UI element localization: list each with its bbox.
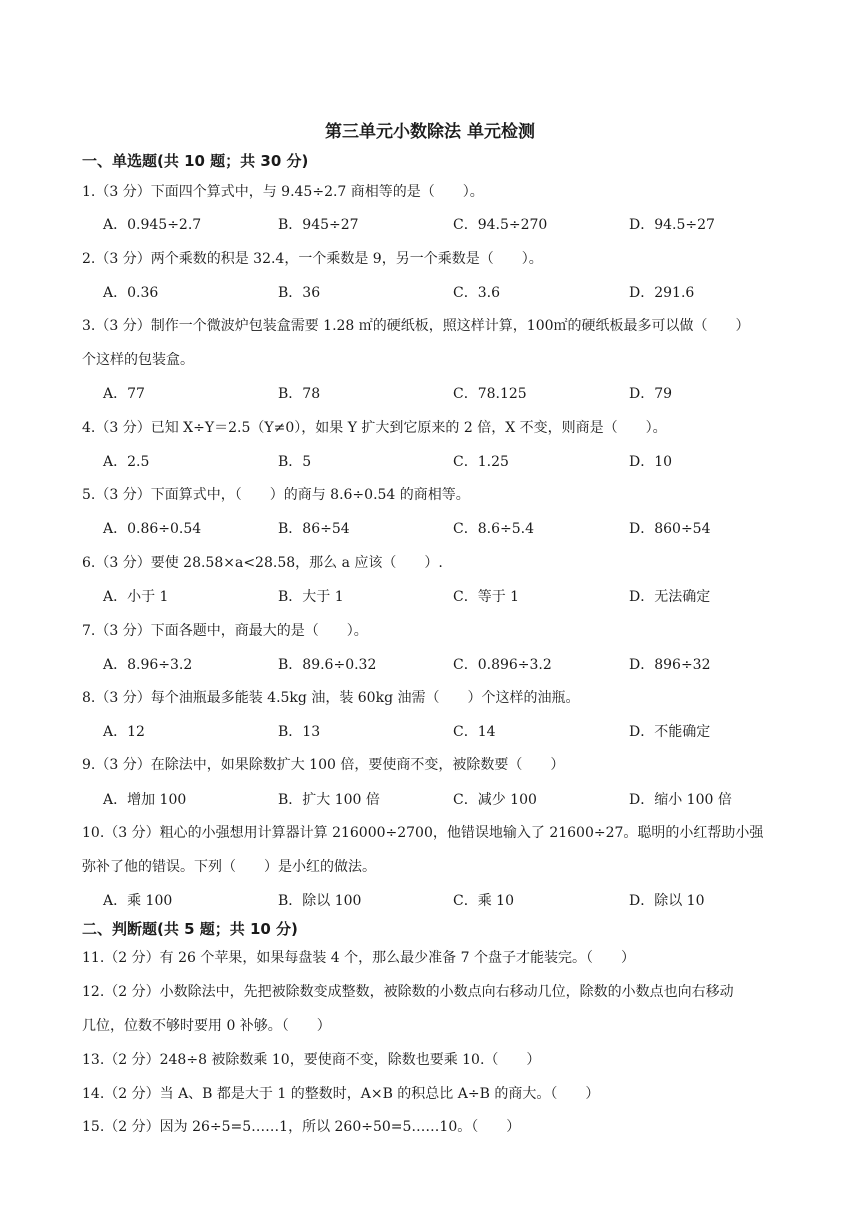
section-heading-single-choice: 一、单选题(共 10 题；共 30 分): [82, 152, 309, 170]
question-11: 11.（2 分）有 26 个苹果，如果每盘装 4 个，那么最少准备 7 个盘子才能装完。（ ）: [82, 950, 635, 966]
question-10-options: [103, 890, 823, 910]
question-13: 13.（2 分）248÷8 被除数乘 10，要使商不变，除数也要乘 10.（ ）: [82, 1052, 541, 1068]
question-5-options: [103, 518, 823, 538]
option-c[interactable]: C．减少 100: [453, 792, 537, 808]
question-9-options: [103, 789, 823, 809]
option-c[interactable]: C．78.125: [453, 386, 527, 402]
option-b[interactable]: B．86÷54: [278, 521, 350, 537]
option-c[interactable]: C．0.896÷3.2: [453, 657, 552, 673]
question-10-line-2: 弥补了他的错误。下列（ ）是小红的做法。: [82, 859, 376, 875]
option-b[interactable]: B．扩大 100 倍: [278, 792, 380, 808]
option-d[interactable]: D．94.5÷27: [629, 217, 715, 233]
question-6: 6.（3 分）要使 28.58×a<28.58，那么 a 应该（ ）.: [82, 555, 443, 571]
option-a[interactable]: A．2.5: [103, 454, 150, 470]
option-c[interactable]: C．乘 10: [453, 893, 514, 909]
question-8-options: [103, 721, 823, 741]
question-12-line-1: 12.（2 分）小数除法中，先把被除数变成整数，被除数的小数点向右移动几位，除数的小数点也向右移动: [82, 984, 734, 1000]
option-d[interactable]: D．896÷32: [629, 657, 711, 673]
question-2: 2.（3 分）两个乘数的积是 32.4，一个乘数是 9，另一个乘数是（ ）。: [82, 251, 543, 267]
option-a[interactable]: A．增加 100: [103, 792, 187, 808]
question-4: 4.（3 分）已知 X÷Y＝2.5（Y≠0），如果 Y 扩大到它原来的 2 倍，X 不变，则商是（ ）。: [82, 420, 667, 436]
question-2-options: [103, 282, 823, 302]
option-d[interactable]: D．10: [629, 454, 673, 470]
question-1: 1.（3 分）下面四个算式中，与 9.45÷2.7 商相等的是（ ）。: [82, 184, 484, 200]
option-c[interactable]: C．14: [453, 724, 496, 740]
question-3-options: [103, 383, 823, 403]
option-d[interactable]: D．缩小 100 倍: [629, 792, 732, 808]
question-5: 5.（3 分）下面算式中，（ ）的商与 8.6÷0.54 的商相等。: [82, 487, 470, 503]
option-c[interactable]: C．1.25: [453, 454, 509, 470]
option-c[interactable]: C．8.6÷5.4: [453, 521, 534, 537]
option-c[interactable]: C．3.6: [453, 285, 500, 301]
question-14: 14.（2 分）当 A、B 都是大于 1 的整数时，A×B 的积总比 A÷B 的商大。（ ）: [82, 1086, 600, 1102]
option-d[interactable]: D．79: [629, 386, 673, 402]
option-c[interactable]: C．94.5÷270: [453, 217, 548, 233]
question-8: 8.（3 分）每个油瓶最多能装 4.5kg 油，装 60kg 油需（ ）个这样的油瓶。: [82, 690, 580, 706]
question-4-options: [103, 451, 823, 471]
option-b[interactable]: B．大于 1: [278, 589, 344, 605]
question-12-line-2: 几位，位数不够时要用 0 补够。（ ）: [82, 1018, 331, 1034]
question-1-options: [103, 214, 823, 234]
option-b[interactable]: B．13: [278, 724, 321, 740]
option-b[interactable]: B．945÷27: [278, 217, 359, 233]
page-title: 第三单元小数除法 单元检测: [325, 122, 535, 142]
question-6-options: [103, 586, 823, 606]
option-b[interactable]: B．36: [278, 285, 321, 301]
question-3-line-2: 个这样的包装盒。: [82, 352, 194, 368]
option-a[interactable]: A．小于 1: [103, 589, 169, 605]
question-15: 15.（2 分）因为 26÷5=5……1，所以 260÷50=5……10。（ ）: [82, 1119, 521, 1135]
option-b[interactable]: B．89.6÷0.32: [278, 657, 377, 673]
question-10-line-1: 10.（3 分）粗心的小强想用计算器计算 216000÷2700，他错误地输入了 21600÷27。聪明的小红帮助小强: [82, 825, 764, 841]
question-9: 9.（3 分）在除法中，如果除数扩大 100 倍，要使商不变，被除数要（ ）: [82, 757, 565, 773]
option-c[interactable]: C．等于 1: [453, 589, 520, 605]
question-7-options: [103, 654, 823, 674]
option-a[interactable]: A．0.36: [103, 285, 159, 301]
option-a[interactable]: A．77: [103, 386, 145, 402]
option-a[interactable]: A．乘 100: [103, 893, 173, 909]
option-a[interactable]: A．8.96÷3.2: [103, 657, 193, 673]
question-7: 7.（3 分）下面各题中，商最大的是（ ）。: [82, 623, 368, 639]
option-a[interactable]: A．0.945÷2.7: [103, 217, 202, 233]
question-3-line-1: 3.（3 分）制作一个微波炉包装盒需要 1.28 ㎡的硬纸板，照这样计算，100㎡的硬纸板最多可以做（ ）: [82, 318, 750, 334]
option-d[interactable]: D．860÷54: [629, 521, 711, 537]
option-d[interactable]: D．291.6: [629, 285, 695, 301]
option-d[interactable]: D．无法确定: [629, 589, 711, 605]
option-d[interactable]: D．除以 10: [629, 893, 705, 909]
option-d[interactable]: D．不能确定: [629, 724, 711, 740]
option-a[interactable]: A．0.86÷0.54: [103, 521, 202, 537]
section-heading-true-false: 二、判断题(共 5 题；共 10 分): [82, 920, 298, 938]
option-a[interactable]: A．12: [103, 724, 145, 740]
option-b[interactable]: B．5: [278, 454, 312, 470]
option-b[interactable]: B．78: [278, 386, 321, 402]
option-b[interactable]: B．除以 100: [278, 893, 362, 909]
